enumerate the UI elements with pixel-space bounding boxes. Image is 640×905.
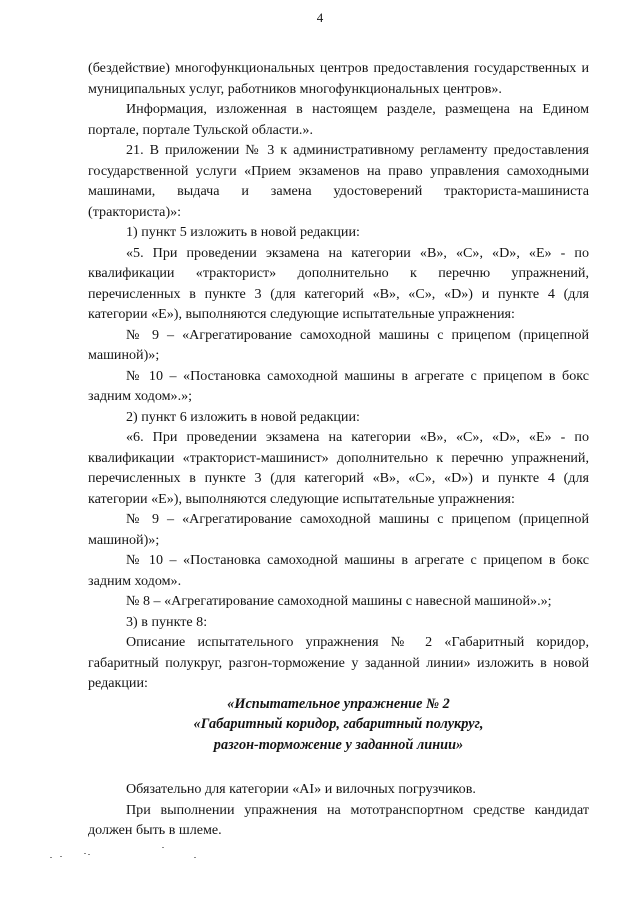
paragraph: № 9 – «Агрегатирование самоходной машины с прицепом (прицепной машиной)»; — [88, 511, 589, 548]
paragraph: «6. При проведении экзамена на категории «B», «C», «D», «E» - по квалификации «тракторист-машинист» дополнительно к перечню упражнений, перечисленных в пункте 3 (для категорий «B», «C», «D») и пункте 4 (для категории «E»), выполняются следующие испытательные упражнения: — [88, 429, 589, 507]
paragraph: 2) пункт 6 изложить в новой редакции: — [126, 408, 360, 425]
paragraph: № 9 – «Агрегатирование самоходной машины с прицепом (прицепной машиной)»; — [88, 326, 589, 363]
paragraph-group-bottom — [88, 779, 589, 841]
document-body — [88, 58, 589, 841]
paragraph: (бездействие) многофункциональных центров предоставления государственных и муниципальных услуг, работников многофункциональных центров». — [88, 60, 589, 97]
paragraph-group-top — [88, 58, 589, 694]
paragraph: Обязательно для категории «AI» и вилочных погрузчиков. — [126, 781, 476, 797]
paragraph: «5. При проведении экзамена на категории «B», «C», «D», «E» - по квалификации «тракторист» дополнительно к перечню упражнений, перечисленных в пункте 3 (для категорий «B», «C», «D») и пункте 4 (для категории «E»), выполняются следующие испытательные упражнения: — [88, 244, 589, 322]
paragraph: 1) пункт 5 изложить в новой редакции: — [126, 224, 360, 240]
page-number: 4 — [316, 10, 324, 25]
paragraph: № 10 – «Постановка самоходной машины в агрегате с прицепом в бокс задним ходом».»; — [88, 367, 589, 404]
paragraph: При выполнении упражнения на мототранспортном средстве кандидат должен быть в шлеме. — [88, 801, 589, 838]
heading-line: «Габаритный коридор, габаритный полукруг, — [193, 716, 484, 732]
paragraph: № 10 – «Постановка самоходной машины в агрегате с прицепом в бокс задним ходом». — [88, 552, 589, 589]
paragraph: 21. В приложении № 3 к административному регламенту предоставления государственной услуги «Прием экзаменов на право управления самоходными машинами, выдача и замена удостоверений тракториста-машиниста (тракториста)»: — [88, 142, 589, 220]
spacer — [88, 755, 589, 779]
paragraph: 3) в пункте 8: — [126, 613, 208, 630]
paragraph: Описание испытательного упражнения № 2 «Габаритный коридор, габаритный полукруг, разгон-торможение у заданной линии» изложить в новой редакции: — [88, 634, 589, 691]
paragraph: Информация, изложенная в настоящем разделе, размещена на Едином портале, портале Тульской области.». — [88, 101, 589, 138]
scan-noise — [44, 845, 244, 875]
heading-line: разгон-торможение у заданной линии» — [213, 736, 464, 753]
exercise-heading — [88, 694, 589, 756]
heading-line: «Испытательное упражнение № 2 — [227, 695, 450, 712]
paragraph: № 8 – «Агрегатирование самоходной машины с навесной машиной».»; — [126, 593, 552, 609]
